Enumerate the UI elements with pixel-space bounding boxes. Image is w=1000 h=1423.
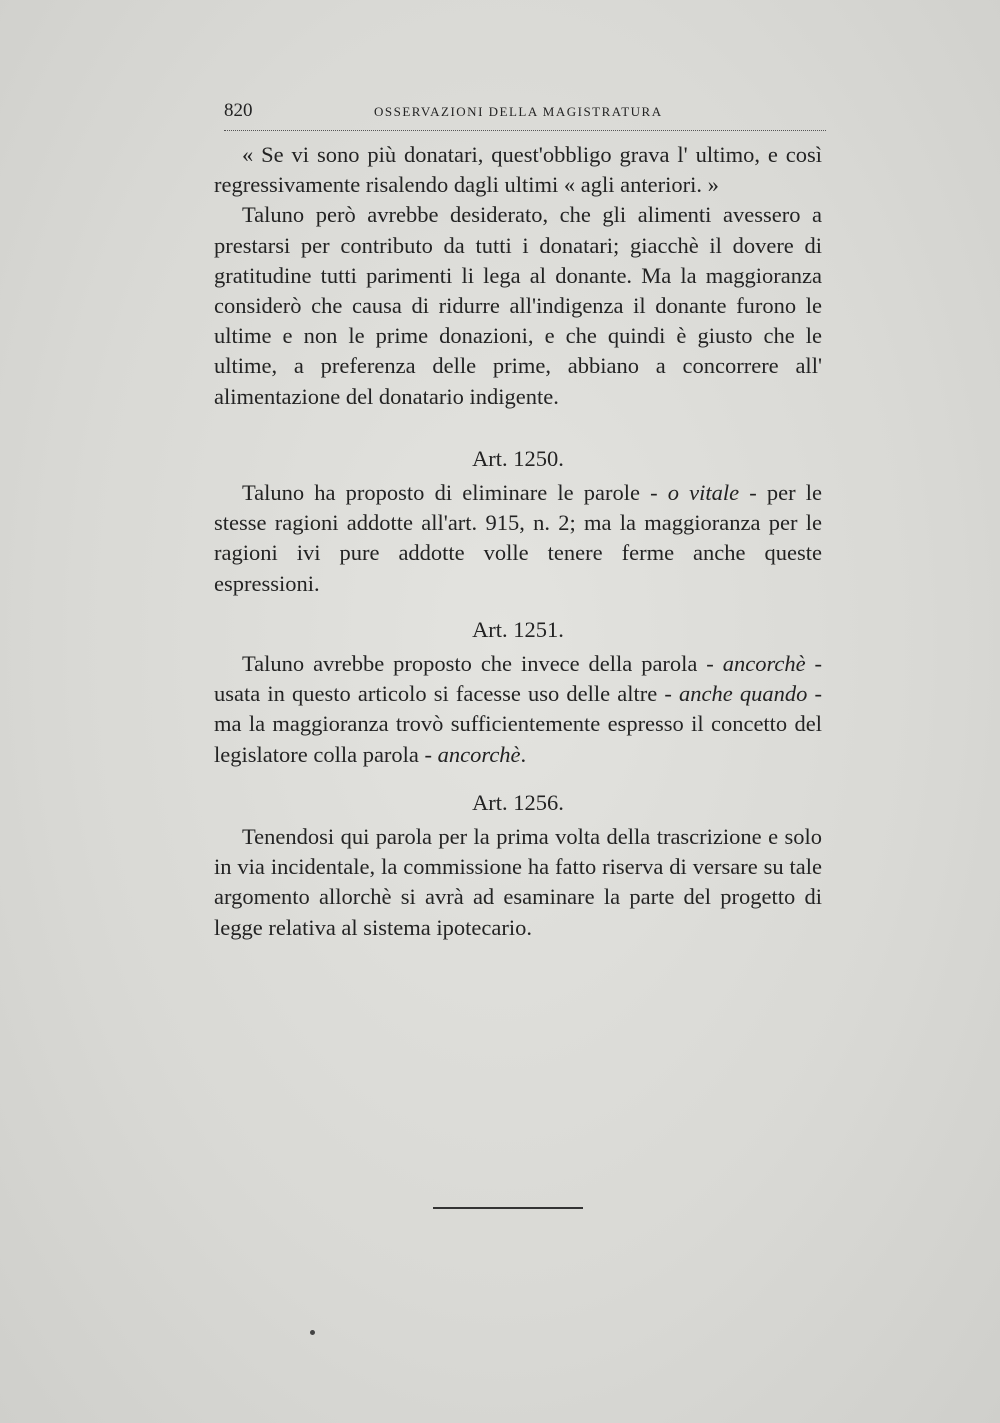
article-heading-1251: Art. 1251.	[472, 616, 564, 642]
closing-rule	[433, 1207, 583, 1209]
intro-quote: « Se vi sono più donatari, quest'obbligo grava l' ultimo, e così regressivamente risalendo dagli ultimi « agli anteriori. »	[214, 142, 822, 198]
intro-paragraph: Taluno però avrebbe desiderato, che gli alimenti avessero a prestarsi per contributo da tutti i donatari; giacchè il dovere di gratitudine tutti parimenti li lega al donante. Ma la maggioranza considerò che causa di ridurre all'indigenza il donante furono le ultime e non le prime donazioni, e che quindi è giusto che le ultime, a preferenza delle prime, abbiano a concorrere all' alimentazione del donatario indigente.	[214, 202, 822, 409]
article-1251-text-part: - usata in questo articolo si facesse uso delle altre -	[214, 651, 823, 707]
article-1251-emphasis: ancorchè	[437, 741, 521, 767]
article-1251-emphasis: ancorchè	[722, 651, 806, 677]
article-text-1250	[214, 478, 822, 599]
body-text	[214, 140, 822, 943]
article-1251-text-part: Taluno avrebbe proposto che invece della parola -	[242, 651, 723, 677]
article-text-1256: Tenendosi qui parola per la prima volta della trascrizione e solo in via incidentale, la commissione ha fatto riserva di versare su tale argomento allorchè si avrà ad esaminare la parte del progetto di legge relativa al sistema ipotecario.	[214, 824, 822, 940]
article-1250-text-part: - per le stesse ragioni addotte all'art. 915, n. 2; ma la maggioranza per le ragioni ivi pure addotte volle tenere ferme anche queste espressioni.	[214, 480, 822, 596]
article-1250-text-part: Taluno ha proposto di eliminare le parole -	[242, 480, 668, 506]
running-title: OSSERVAZIONI DELLA MAGISTRATURA	[374, 104, 663, 119]
running-header	[224, 100, 826, 130]
header-rule	[224, 130, 826, 131]
article-1250-emphasis: o vitale	[667, 480, 740, 506]
article-heading-1256: Art. 1256.	[472, 789, 564, 815]
article-heading-1250: Art. 1250.	[472, 445, 564, 471]
article-1251-text-part: .	[520, 741, 527, 767]
article-text-1251	[214, 649, 822, 770]
page-number: 820	[224, 100, 253, 121]
paper-speck	[310, 1330, 315, 1335]
article-1251-text-part: - ma la maggioranza trovò sufficientemente espresso il concetto del legislatore colla parola -	[214, 681, 822, 767]
article-1251-emphasis: anche quando	[678, 681, 808, 707]
